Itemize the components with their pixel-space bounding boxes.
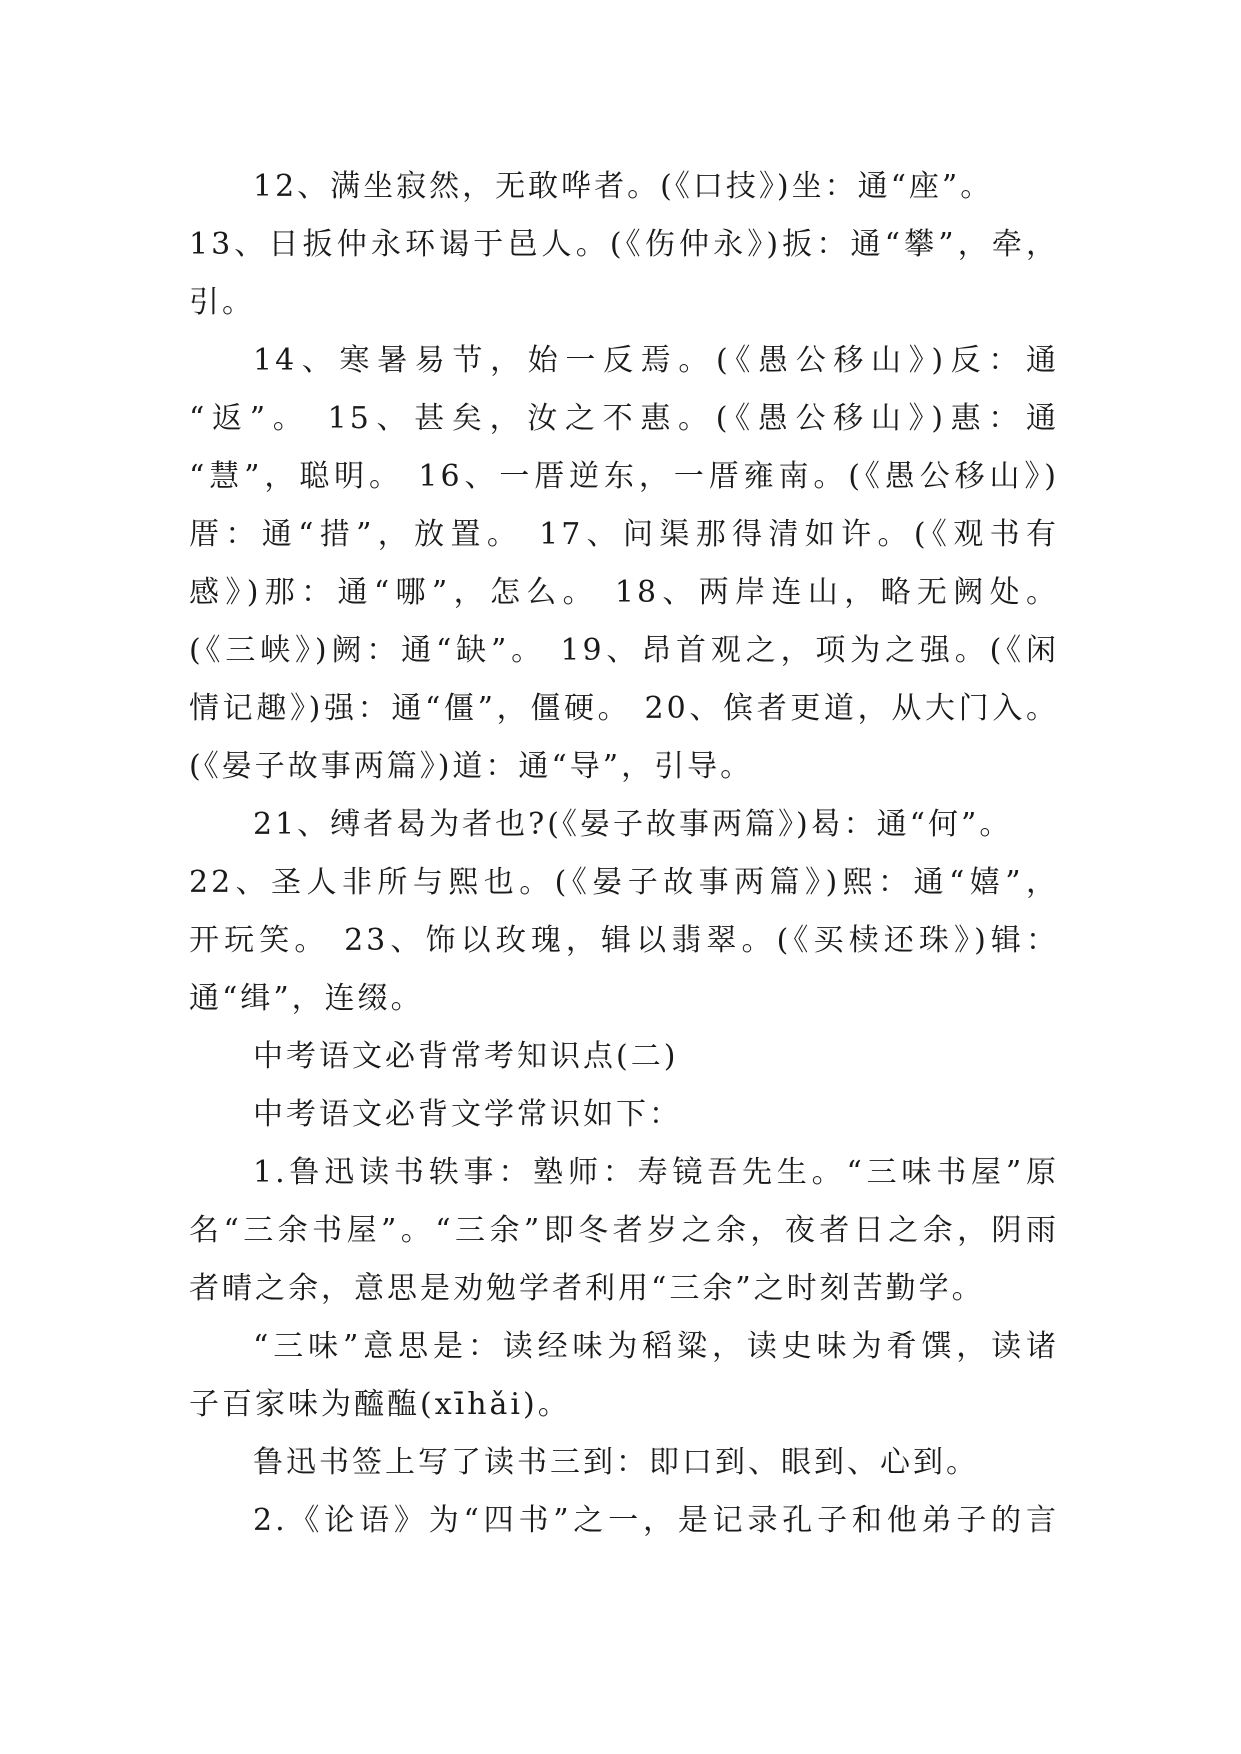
- section-heading: 中考语文必背常考知识点(二): [253, 1039, 679, 1074]
- text-line: 通“缉”，连缀。: [189, 981, 424, 1016]
- text-line: 子百家味为醯醢(xīhǎi)。: [189, 1387, 571, 1422]
- text-line: 21、缚者曷为者也?(《晏子故事两篇》)曷：通“何”。: [253, 807, 1013, 842]
- text-line: “慧”，聪明。 16、一厝逆东，一厝雍南。(《愚公移山》): [189, 459, 1059, 494]
- document-body: [189, 158, 1059, 1550]
- text-line: “三味”意思是：读经味为稻粱，读史味为肴馔，读诸: [253, 1329, 1059, 1364]
- text-line: 者晴之余，意思是劝勉学者利用“三余”之时刻苦勤学。: [189, 1271, 985, 1306]
- text-line: 鲁迅书签上写了读书三到：即口到、眼到、心到。: [253, 1445, 979, 1480]
- text-line: (《晏子故事两篇》)道：通“导”，引导。: [189, 749, 754, 784]
- text-line: 中考语文必背文学常识如下：: [253, 1097, 682, 1132]
- text-line: (《三峡》)阙：通“缺”。 19、昂首观之，项为之强。(《闲: [189, 633, 1059, 668]
- text-line: 情记趣》)强：通“僵”，僵硬。 20、傧者更道，从大门入。: [189, 691, 1059, 726]
- text-line: 名“三余书屋”。“三余”即冬者岁之余，夜者日之余，阴雨: [189, 1213, 1059, 1248]
- text-line: 22、圣人非所与熙也。(《晏子故事两篇》)熙：通“嬉”，: [189, 865, 1059, 900]
- text-line: “返”。 15、甚矣，汝之不惠。(《愚公移山》)惠：通: [189, 401, 1059, 436]
- text-line: 2.《论语》为“四书”之一，是记录孔子和他弟子的言: [253, 1503, 1059, 1538]
- text-line: 1.鲁迅读书轶事：塾师：寿镜吾先生。“三味书屋”原: [253, 1155, 1059, 1190]
- text-line: 13、日扳仲永环谒于邑人。(《伤仲永》)扳：通“攀”，牵，: [189, 227, 1059, 262]
- text-line: 14、寒暑易节，始一反焉。(《愚公移山》)反：通: [253, 343, 1059, 378]
- text-line: 12、满坐寂然，无敢哗者。(《口技》)坐：通“座”。: [253, 169, 994, 204]
- text-line: 厝：通“措”，放置。 17、问渠那得清如许。(《观书有: [189, 517, 1059, 552]
- text-line: 开玩笑。 23、饰以玫瑰，辑以翡翠。(《买椟还珠》)辑：: [189, 923, 1059, 958]
- text-line: 感》)那：通“哪”，怎么。 18、两岸连山，略无阙处。: [189, 575, 1059, 610]
- text-line: 引。: [189, 285, 255, 320]
